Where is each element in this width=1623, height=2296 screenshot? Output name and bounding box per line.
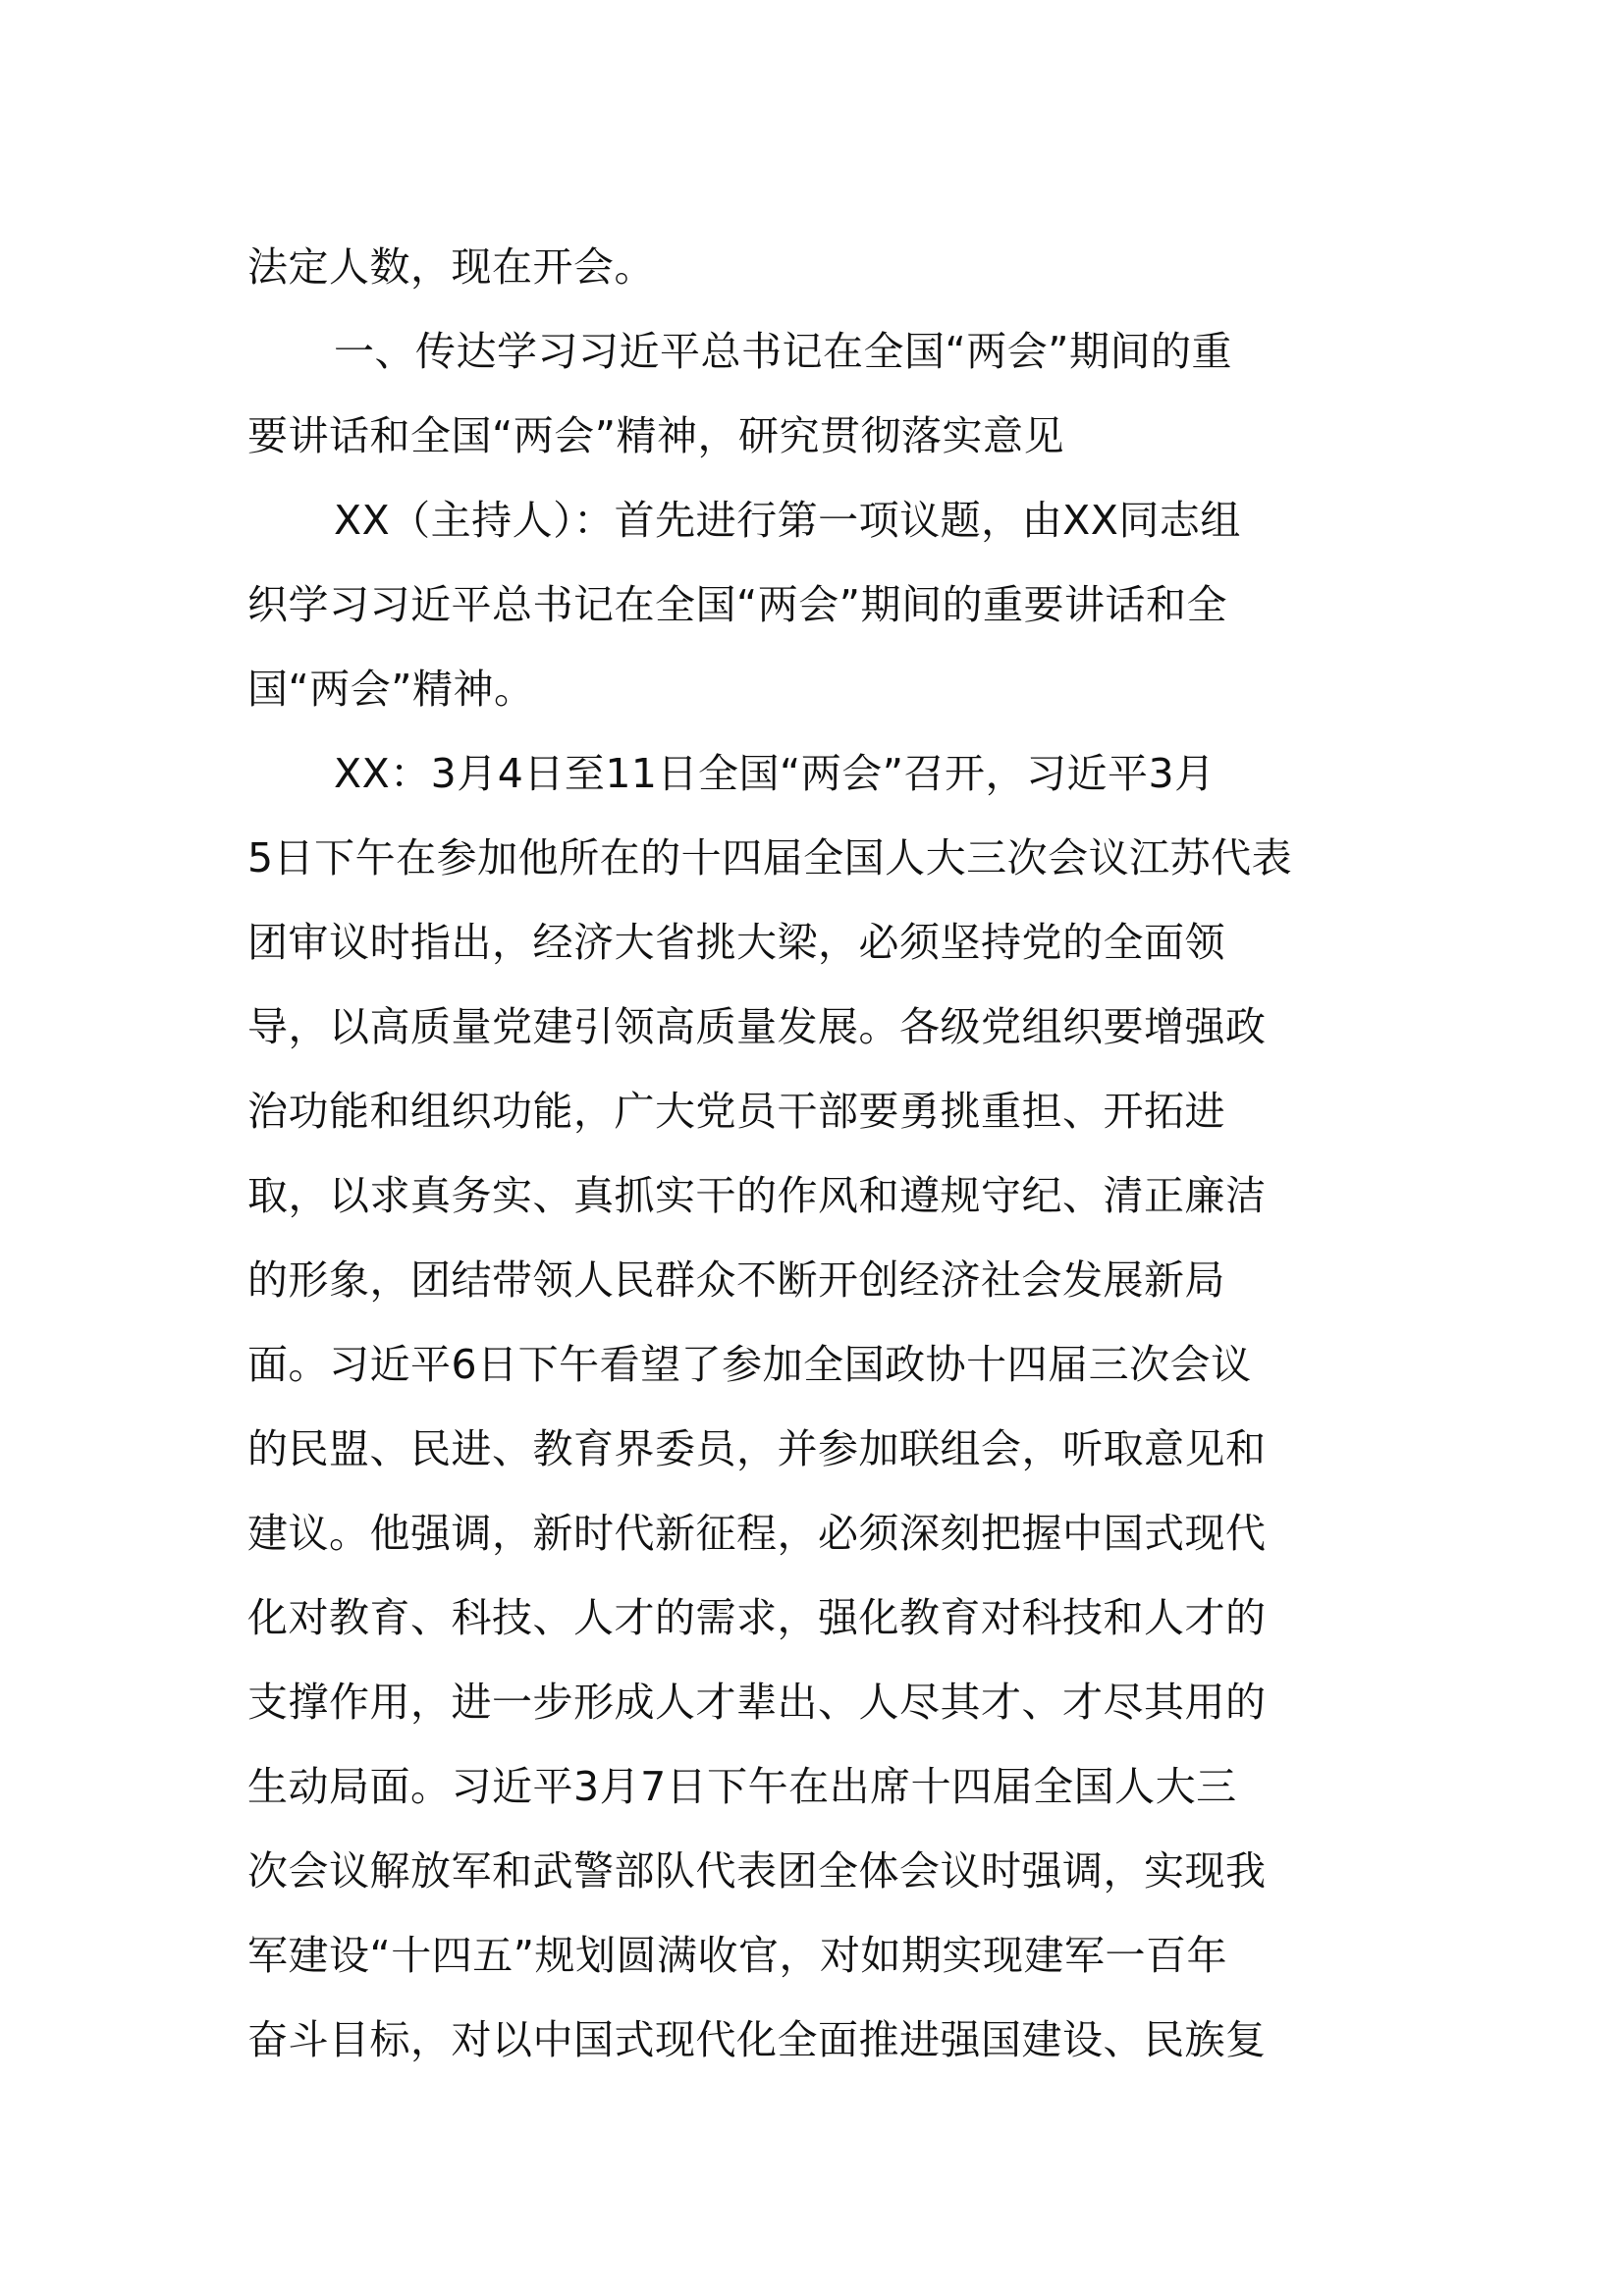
- text-line-19: 生动局面。习近平3月7日下午在出席十四届全国人大三: [247, 1763, 1237, 1810]
- text-line-5: 织学习习近平总书记在全国“两会”期间的重要讲话和全: [247, 581, 1227, 628]
- text-line-18: 支撑作用，进一步形成人才辈出、人尽其才、才尽其用的: [247, 1679, 1267, 1726]
- text-line-12: 取，以求真务实、真抓实干的作风和遵规守纪、清正廉洁: [247, 1172, 1267, 1219]
- text-line-1: 法定人数，现在开会。: [247, 243, 655, 291]
- text-line-6: 国“两会”精神。: [247, 666, 535, 713]
- section-heading-line-1: 一、传达学习习近平总书记在全国“两会”期间的重: [334, 328, 1232, 375]
- text-line-16: 建议。他强调，新时代新征程，必须深刻把握中国式现代: [247, 1510, 1267, 1557]
- text-line-20: 次会议解放军和武警部队代表团全体会议时强调，实现我: [247, 1847, 1267, 1895]
- text-line-7: XX：3月4日至11日全国“两会”召开，习近平3月: [334, 750, 1216, 797]
- text-line-10: 导，以高质量党建引领高质量发展。各级党组织要增强政: [247, 1003, 1267, 1050]
- section-heading-line-2: 要讲话和全国“两会”精神，研究贯彻落实意见: [247, 412, 1064, 459]
- text-line-14: 面。习近平6日下午看望了参加全国政协十四届三次会议: [247, 1341, 1252, 1388]
- text-line-13: 的形象，团结带领人民群众不断开创经济社会发展新局: [247, 1256, 1225, 1304]
- text-line-11: 治功能和组织功能，广大党员干部要勇挑重担、开拓进: [247, 1088, 1225, 1135]
- text-line-21: 军建设“十四五”规划圆满收官，对如期实现建军一百年: [247, 1932, 1227, 1979]
- text-line-8: 5日下午在参加他所在的十四届全国人大三次会议江苏代表: [247, 834, 1293, 881]
- text-line-4: XX（主持人）：首先进行第一项议题，由XX同志组: [334, 497, 1241, 544]
- text-line-9: 团审议时指出，经济大省挑大梁，必须坚持党的全面领: [247, 919, 1225, 966]
- text-line-17: 化对教育、科技、人才的需求，强化教育对科技和人才的: [247, 1594, 1267, 1641]
- text-line-15: 的民盟、民进、教育界委员，并参加联组会，听取意见和: [247, 1425, 1267, 1472]
- text-line-22: 奋斗目标，对以中国式现代化全面推进强国建设、民族复: [247, 2016, 1267, 2063]
